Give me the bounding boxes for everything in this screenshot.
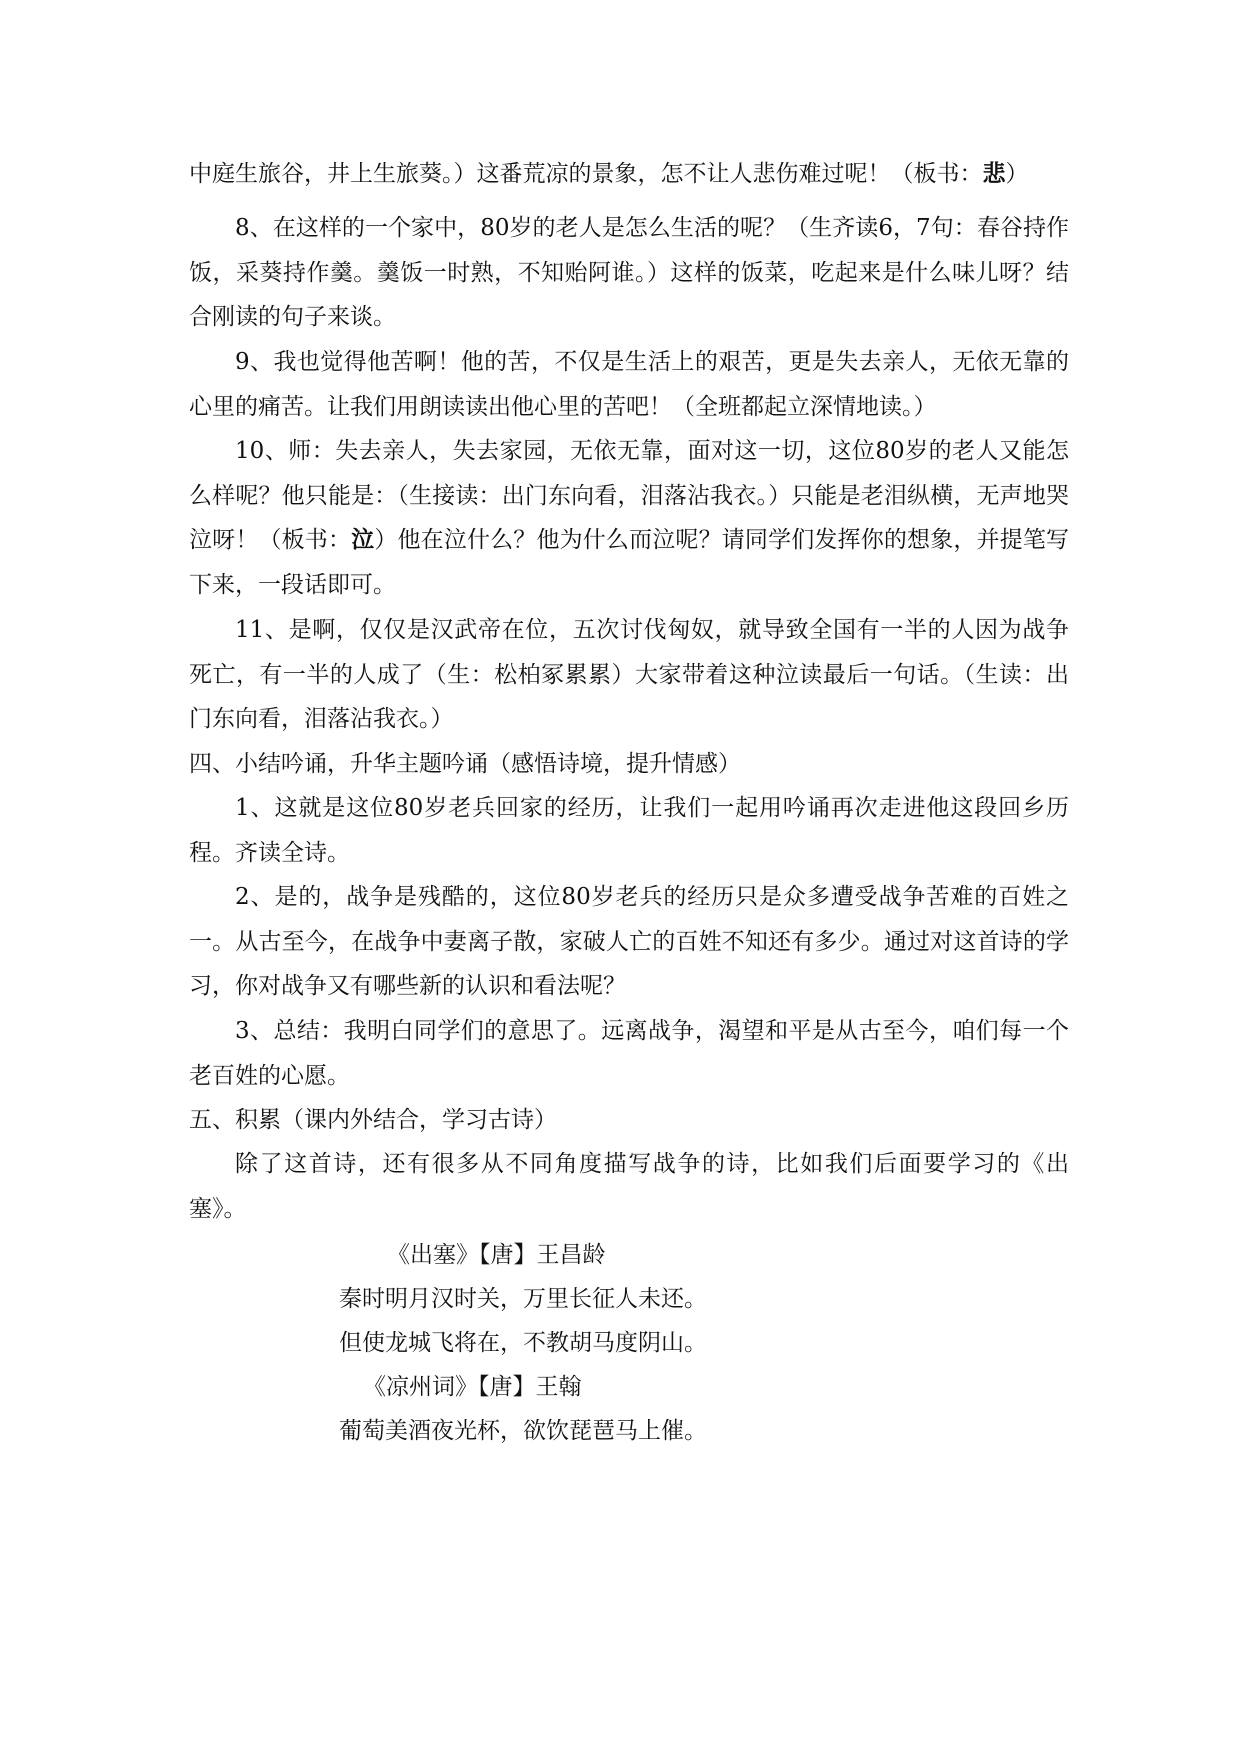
section-heading-5: 五、积累（课内外结合，学习古诗）	[189, 1107, 557, 1133]
poem-title-liangzhouci: 《凉州词》【唐】王翰	[363, 1374, 582, 1400]
paragraph-8: 8、在这样的一个家中，80岁的老人是怎么生活的呢？（生齐读6，7句：春谷持作饭，采葵持作羹。羹饭一时熟，不知贻阿谁。）这样的饭菜，吃起来是什么味儿呀？结合刚读的句子来谈。	[189, 215, 1069, 330]
poem-line: 葡萄美酒夜光杯，欲饮琵琶马上催。	[339, 1418, 707, 1444]
poem-line: 秦时明月汉时关，万里长征人未还。	[339, 1286, 707, 1312]
poem-line: 但使龙城飞将在，不教胡马度阴山。	[339, 1330, 707, 1356]
paragraph-10	[189, 429, 1069, 607]
poem-title-chusai: 《出塞》【唐】王昌龄	[387, 1242, 606, 1268]
board-note-bold: 泣	[351, 526, 375, 553]
paragraph-text: 中庭生旅谷，井上生旅葵。）这番荒凉的景象，怎不让人悲伤难过呢！（板书：	[189, 161, 983, 187]
step-3: 3、总结：我明白同学们的意思了。远离战争，渴望和平是从古至今，咱们每一个老百姓的心愿。	[189, 1018, 1069, 1089]
board-note-bold: 悲	[982, 160, 1006, 187]
paragraph-text: ）	[1005, 161, 1029, 187]
paragraph-continuation	[189, 152, 1069, 197]
paragraph-text: 10、师：失去亲人，失去家园，无依无靠，面对这一切，这位80岁的老人又能怎么样呢？他只能是：（生接读：出门东向看，泪落沾我衣。）只能是老泪纵横，无声地哭泣呀！（板书：	[189, 438, 1069, 553]
paragraph-11: 11、是啊，仅仅是汉武帝在位，五次讨伐匈奴，就导致全国有一半的人因为战争死亡，有一半的人成了（生：松柏冢累累）大家带着这种泣读最后一句话。（生读：出门东向看，泪落沾我衣。）	[189, 617, 1069, 732]
paragraph-9: 9、我也觉得他苦啊！他的苦，不仅是生活上的艰苦，更是失去亲人，无依无靠的心里的痛苦。让我们用朗读读出他心里的苦吧！（全班都起立深情地读。）	[189, 349, 1069, 420]
intro-paragraph: 除了这首诗，还有很多从不同角度描写战争的诗，比如我们后面要学习的《出塞》。	[189, 1151, 1069, 1222]
section-heading-4: 四、小结吟诵，升华主题吟诵（感悟诗境，提升情感）	[189, 751, 741, 777]
step-2: 2、是的，战争是残酷的，这位80岁老兵的经历只是众多遭受战争苦难的百姓之一。从古至今，在战争中妻离子散，家破人亡的百姓不知还有多少。通过对这首诗的学习，你对战争又有哪些新的认识和看法呢？	[189, 884, 1069, 999]
paragraph-text: ）他在泣什么？他为什么而泣呢？请同学们发挥你的想象，并提笔写下来，一段话即可。	[189, 527, 1070, 598]
step-1: 1、这就是这位80岁老兵回家的经历，让我们一起用吟诵再次走进他这段回乡历程。齐读全诗。	[189, 795, 1069, 866]
